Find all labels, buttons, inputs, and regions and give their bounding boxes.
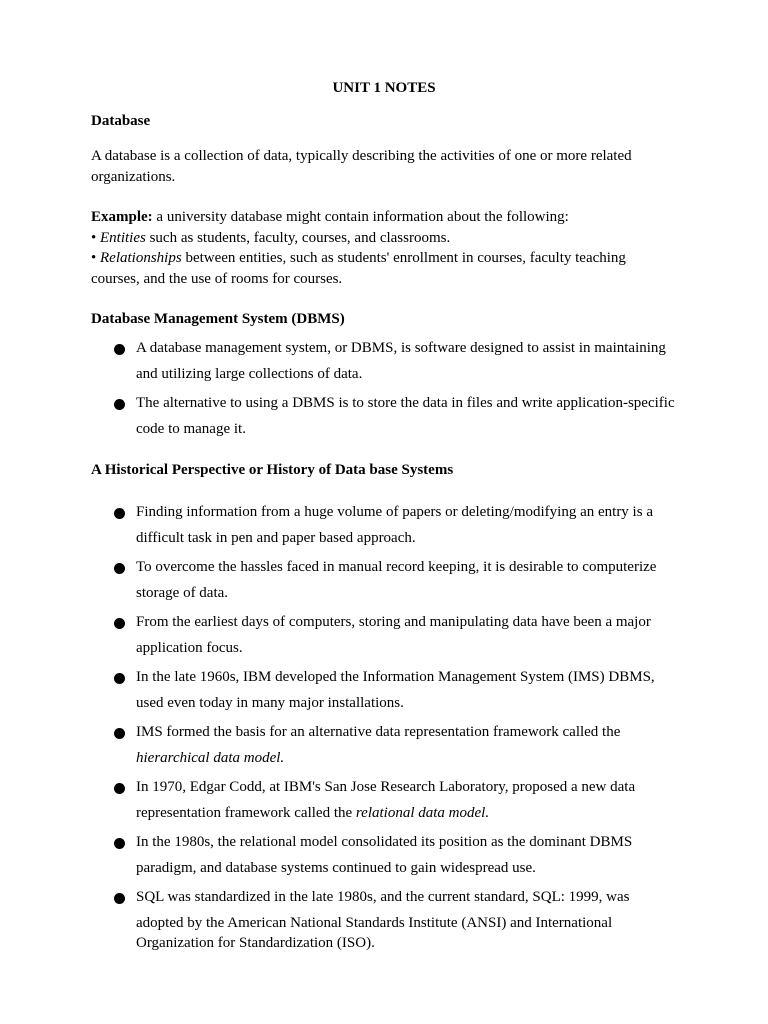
heading-database: Database (91, 113, 151, 129)
bullet-dot-icon (114, 728, 125, 739)
definition-line-1: A database is a collection of data, typically describing the activities of one or more related (91, 148, 632, 164)
bullet-line-3: Organization for Standardization (ISO). (136, 934, 375, 951)
page-title: UNIT 1 NOTES (332, 80, 436, 96)
bullet-dot-icon (114, 508, 125, 519)
bullet-line-2 (136, 803, 677, 823)
example-text: a university database might contain information about the following: (152, 209, 569, 225)
bullet-dot-icon (114, 783, 125, 794)
bullet-dot-icon (114, 893, 125, 904)
entities-line (91, 228, 677, 249)
bullet-dot-icon (114, 618, 125, 629)
bullet-line-2: difficult task in pen and paper based approach. (136, 529, 416, 546)
example-label: Example: (91, 209, 153, 225)
database-definition (91, 146, 677, 187)
bullet-dot-icon (114, 563, 125, 574)
history-bullet (91, 557, 677, 603)
history-bullet (91, 722, 677, 768)
bullet-glyph: • (91, 230, 101, 246)
history-bullet (91, 502, 677, 548)
history-bullet (91, 612, 677, 658)
bullet-line-2: storage of data. (136, 584, 229, 601)
entities-term: Entities (100, 230, 146, 246)
bullet-line-1: A database management system, or DBMS, is software designed to assist in maintaining (136, 340, 666, 356)
bullet-line-2: code to manage it. (136, 420, 246, 437)
bullet-line-1: Finding information from a huge volume of papers or deleting/modifying an entry is a (136, 504, 653, 520)
bullet-dot-icon (114, 838, 125, 849)
relational-model-term: relational data model. (355, 804, 490, 821)
history-bullet (91, 832, 677, 878)
relationships-item (91, 248, 677, 289)
definition-line-2: organizations. (91, 168, 176, 185)
bullet-dot-icon (114, 344, 125, 355)
bullet-line-2: application focus. (136, 639, 243, 656)
bullet-dot-icon (114, 673, 125, 684)
bullet-glyph: • (91, 250, 101, 266)
bullet-line-2: and utilizing large collections of data. (136, 365, 363, 382)
bullet-line-1: SQL was standardized in the late 1980s, and the current standard, SQL: 1999, was (136, 889, 630, 905)
history-bullet (91, 777, 677, 823)
bullet-line-1: In 1970, Edgar Codd, at IBM's San Jose Research Laboratory, proposed a new data (136, 779, 636, 795)
dbms-bullet (91, 393, 677, 439)
relationships-text-2: courses, and the use of rooms for courses. (91, 270, 343, 287)
entities-text: such as students, faculty, courses, and classrooms. (145, 230, 451, 246)
bullet-line-1: In the 1980s, the relational model consolidated its position as the dominant DBMS (136, 834, 633, 850)
bullet-line-2: used even today in many major installations. (136, 694, 404, 711)
bullet-line-2: hierarchical data model. (136, 749, 285, 766)
relationships-term: Relationships (100, 250, 182, 266)
bullet-line-1: To overcome the hassles faced in manual record keeping, it is desirable to computerize (136, 559, 657, 575)
relationships-text-1: between entities, such as students' enrollment in courses, faculty teaching (181, 250, 626, 266)
bullet-line-1: The alternative to using a DBMS is to store the data in files and write application-specific (136, 395, 675, 411)
heading-dbms: Database Management System (DBMS) (91, 311, 345, 327)
bullet-line-2: paradigm, and database systems continued to gain widespread use. (136, 859, 536, 876)
bullet-dot-icon (114, 399, 125, 410)
bullet-line-2: adopted by the American National Standards Institute (ANSI) and International (136, 914, 613, 931)
heading-history: A Historical Perspective or History of Data base Systems (91, 462, 454, 478)
bullet-line-1: IMS formed the basis for an alternative data representation framework called the (136, 724, 621, 740)
history-bullet (91, 667, 677, 713)
example-line (91, 207, 677, 228)
bullet-line-1: In the late 1960s, IBM developed the Information Management System (IMS) DBMS, (136, 669, 655, 685)
bullet-line-2-text: representation framework called the (136, 804, 356, 821)
history-bullet (91, 887, 677, 953)
dbms-bullet (91, 338, 677, 384)
bullet-line-1: From the earliest days of computers, storing and manipulating data have been a major (136, 614, 651, 630)
